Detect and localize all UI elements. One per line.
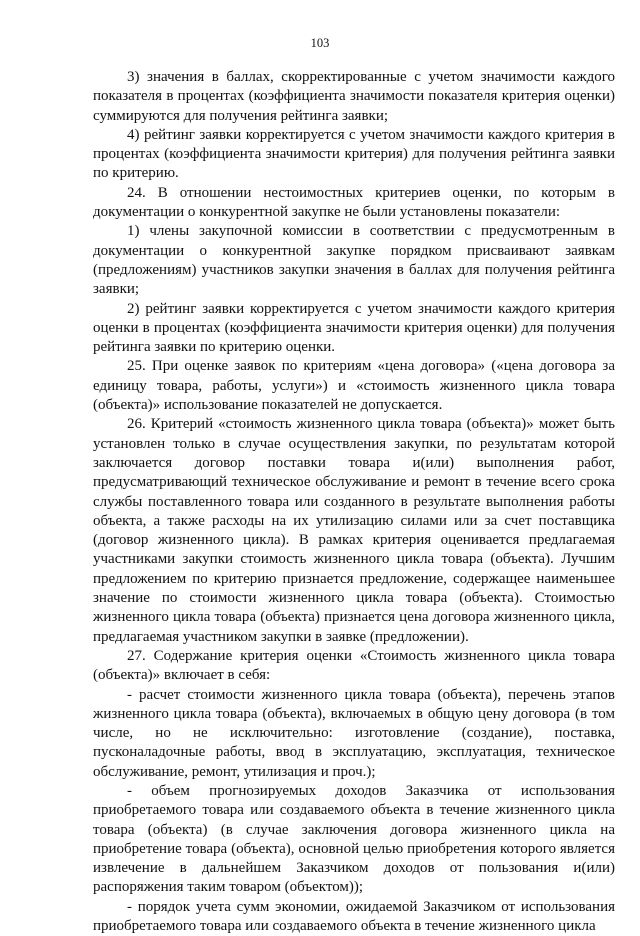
paragraph-27-lifecycle-content: 27. Содержание критерия оценки «Стоимость жизненного цикла товара (объекта)» включает в себя: bbox=[93, 647, 615, 684]
list-item-savings-accounting: - порядок учета сумм экономии, ожидаемой Заказчиком от использования приобретаемого товара или создаваемого объекта в течение жизненного цикла bbox=[93, 898, 615, 935]
paragraph-4-rating-adjusted: 4) рейтинг заявки корректируется с учетом значимости каждого критерия в процентах (коэффициента значимости критерия) для получения рейтинга заявки по критерию. bbox=[93, 126, 615, 182]
list-item-projected-income: - объем прогнозируемых доходов Заказчика от использования приобретаемого товара или создаваемого объекта в течение жизненного цикла товара (объекта) (в случае заключения договора жизненного цикла на приобретение товара (объекта), основной целью приобретения которого является извлечение в дальнейшем Заказчиком доходов от пользования и(или) распоряжения таким товаром (объектом)); bbox=[93, 782, 615, 896]
document-body bbox=[93, 68, 615, 936]
paragraph-24-2-rating-adjusted: 2) рейтинг заявки корректируется с учетом значимости каждого критерия оценки в процентах (коэффициента значимости критерия оценки) для получения рейтинга заявки по критерию оценки. bbox=[93, 300, 615, 356]
paragraph-3-scores-summed: 3) значения в баллах, скорректированные с учетом значимости каждого показателя в процентах (коэффициента значимости показателя критерия оценки) суммируются для получения рейтинга заявки; bbox=[93, 69, 615, 124]
paragraph-24-non-cost-criteria: 24. В отношении нестоимостных критериев оценки, по которым в документации о конкурентной закупке не были установлены показатели: bbox=[93, 184, 615, 221]
paragraph-25-price-criteria: 25. При оценке заявок по критериям «цена договора» («цена договора за единицу товара, работы, услуги») и «стоимость жизненного цикла товара (объекта)» использование показателей не допускается. bbox=[93, 358, 615, 414]
page-number: 103 bbox=[310, 36, 330, 50]
paragraph-26-lifecycle-cost: 26. Критерий «стоимость жизненного цикла товара (объекта)» может быть установлен только в случае осуществления закупки, по результатам которой заключается договор поставки товара и(или) выполнения работ, предусматривающий техническое обслуживание и ремонт в течение всего срока службы поставленного товара или созданного в результате выполнения работы объекта, а также расходы на их утилизацию силами или за счет поставщика (договор жизненного цикла). В рамках критерия оценивается предлагаемая участниками закупки стоимость жизненного цикла товара (объекта). Лучшим предложением по критерию признается предложение, содержащее наименьшее значение по стоимости жизненного цикла товара (объекта). Стоимостью жизненного цикла товара (объекта) признается цена договора жизненного цикла, предлагаемая участником закупки в заявке (предложении). bbox=[93, 416, 615, 645]
paragraph-24-1-commission-scores: 1) члены закупочной комиссии в соответствии с предусмотренным в документации о конкурентной закупке порядком присваивают заявкам (предложениям) участников закупки значения в баллах для получения рейтинга заявки; bbox=[93, 223, 615, 298]
list-item-lifecycle-calculation: - расчет стоимости жизненного цикла товара (объекта), перечень этапов жизненного цикла товара (объекта), включаемых в общую цену договора (в том числе, но не исключительно: изготовление (создание), поставка, пусконаладочные работы, ввод в эксплуатацию, эксплуатация, техническое обслуживание, ремонт, утилизация и проч.); bbox=[93, 686, 615, 780]
